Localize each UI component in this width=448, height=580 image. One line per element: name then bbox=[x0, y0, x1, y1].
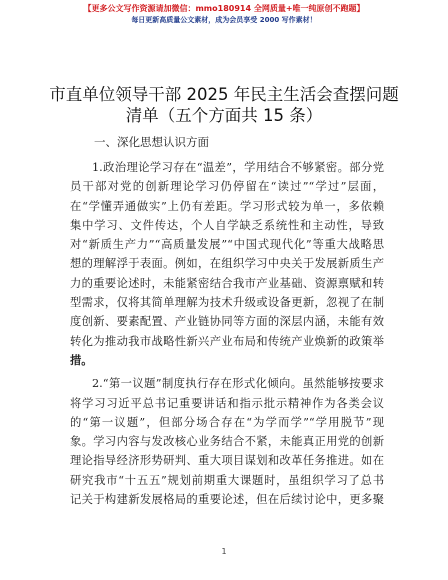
paragraph-line: 集中学习、文件传达，个人自学缺乏系统性和主动性，导致 bbox=[70, 218, 384, 232]
paragraph-line: 研究我市“十五五”规划前期重大课题时，虽组织学习了总书 bbox=[70, 473, 384, 487]
paragraph-line: 转化为推动我市战略性新兴产业布局和传统产业焕新的政策举 bbox=[70, 334, 384, 348]
paragraph-line: 度创新、要素配置、产业链协同等方面的深层内涵，未能有效 bbox=[70, 315, 384, 329]
paragraph-line: 记关于构建新发展格局的重要论述，但在后续讨论中，更多聚 bbox=[70, 493, 384, 507]
paragraph-line: 型需求，仅将其简单理解为技术升级或设备更新，忽视了在制 bbox=[70, 296, 384, 310]
paragraph-line: 将学习习近平总书记重要讲话和指示批示精神作为各类会议 bbox=[70, 396, 384, 410]
paragraph-line: 2.“第一议题”制度执行存在形式化倾向。虽然能够按要求 bbox=[92, 377, 384, 391]
promo-banner-line-2: 每日更新高质量公文素材，成为会员享受 2000 写作素材！ bbox=[131, 16, 317, 24]
document-body bbox=[70, 132, 384, 513]
paragraph-line: 理论指导经济形势研判、重大项目谋划和改革任务推进。如在 bbox=[70, 454, 384, 468]
section-heading: 一、深化思想认识方面 bbox=[94, 135, 209, 149]
paragraph-line: 想的理解浮于表面。例如，在组织学习中央关于发展新质生产 bbox=[70, 257, 384, 271]
paragraph-1 bbox=[70, 158, 384, 370]
page-number: 1 bbox=[221, 547, 227, 556]
document-title-line: 清单（五个方面共 15 条） bbox=[125, 106, 323, 125]
paragraph-line: 员干部对党的创新理论学习仍停留在“读过”“学过”层面， bbox=[70, 180, 384, 194]
paragraph-line: 在“学懂弄通做实”上仍有差距。学习形式较为单一，多依赖 bbox=[70, 199, 384, 213]
paragraph-line: 象。学习内容与发改核心业务结合不紧，未能真正用党的创新 bbox=[70, 435, 384, 449]
document-title bbox=[40, 84, 408, 126]
document-title-line: 市直单位领导干部 2025 年民主生活会查摆问题 bbox=[49, 85, 399, 104]
paragraph-line: 对“新质生产力”“高质量发展”“中国式现代化”等重大战略思 bbox=[70, 238, 384, 252]
paragraph-2 bbox=[70, 374, 384, 509]
paragraph-line: 的“第一议题”，但部分场合存在“为学而学”“学用脱节”现 bbox=[70, 415, 384, 429]
paragraph-line: 措。 bbox=[70, 352, 93, 367]
promo-banner-line-1: 【更多公文写作资源请加微信：mmo180914 全网质量+唯一纯原创不跑题】 bbox=[83, 4, 365, 13]
paragraph-line: 力的重要论述时，未能紧密结合我市产业基础、资源禀赋和转 bbox=[70, 276, 384, 290]
paragraph-line: 1.政治理论学习存在“温差”，学用结合不够紧密。部分党 bbox=[92, 161, 384, 174]
